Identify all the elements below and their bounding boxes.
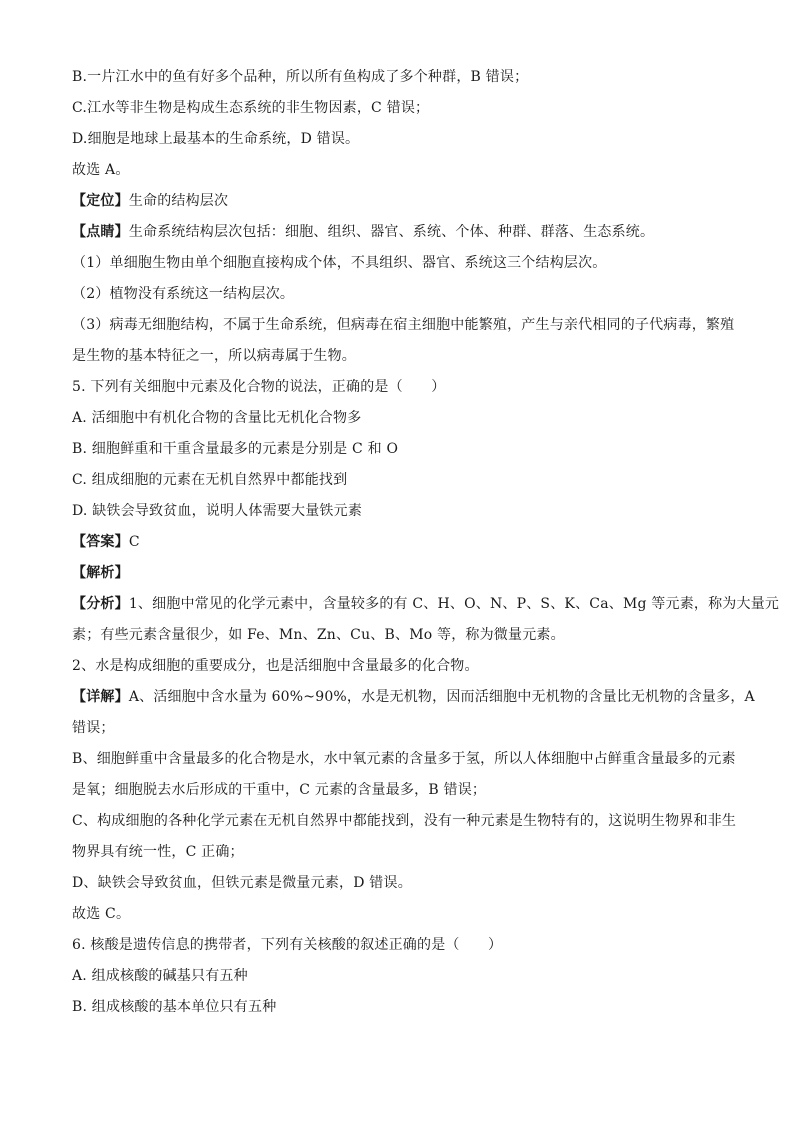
text-line: D.细胞是地球上最基本的生命系统，D 错误。	[72, 131, 360, 147]
question-6-option-b: B. 组成核酸的基本单位只有五种	[72, 999, 277, 1015]
text-line: 故选 C。	[72, 906, 131, 922]
detail-tag: 【详解】	[72, 689, 129, 705]
breakdown-tag: 【分析】	[72, 596, 129, 612]
analysis-tag: 【解析】	[72, 565, 129, 581]
analysis-line	[72, 558, 732, 589]
text-line: C.江水等非生物是构成生态系统的非生物因素，C 错误；	[72, 100, 430, 116]
text-line: 错误；	[72, 720, 115, 736]
question-5-option-b: B. 细胞鲜重和干重含量最多的元素是分别是 C 和 O	[72, 441, 399, 457]
document-page	[72, 62, 780, 1023]
key-point-line	[72, 217, 732, 248]
breakdown-line	[72, 589, 780, 620]
text-line: 素；有些元素含量很少，如 Fe、Mn、Zn、Cu、B、Mo 等，称为微量元素。	[72, 627, 565, 643]
answer-line	[72, 527, 732, 558]
text-line: 是生物的基本特征之一，所以病毒属于生物。	[72, 348, 356, 364]
text-line: （2）植物没有系统这一结构层次。	[72, 286, 295, 302]
question-5-option-c: C. 组成细胞的元素在无机自然界中都能找到	[72, 472, 348, 488]
question-5-stem: 5. 下列有关细胞中元素及化合物的说法，正确的是（ ）	[72, 379, 446, 395]
question-6-stem: 6. 核酸是遗传信息的携带者，下列有关核酸的叙述正确的是（ ）	[72, 937, 503, 953]
key-point-text: 生命系统结构层次包括：细胞、组织、器官、系统、个体、种群、群落、生态系统。	[128, 224, 655, 240]
text-line: 物界具有统一性，C 正确；	[72, 844, 244, 860]
answer-tag: 【答案】	[72, 534, 129, 550]
text-line: 是氧；细胞脱去水后形成的干重中，C 元素的含量最多，B 错误；	[72, 782, 487, 798]
text-line: C、构成细胞的各种化学元素在无机自然界中都能找到，没有一种元素是生物特有的，这说明生物界和非生	[72, 813, 737, 829]
key-point-tag: 【点睛】	[72, 224, 129, 240]
location-tag: 【定位】	[72, 193, 129, 209]
breakdown-text: 1、细胞中常见的化学元素中，含量较多的有 C、H、O、N、P、S、K、Ca、Mg 等元素，称为大量元	[128, 596, 780, 612]
text-line: 2、水是构成细胞的重要成分，也是活细胞中含量最多的化合物。	[72, 658, 479, 674]
text-line: （3）病毒无细胞结构，不属于生命系统，但病毒在宿主细胞中能繁殖，产生与亲代相同的子代病毒，繁殖	[72, 317, 735, 333]
text-line: （1）单细胞生物由单个细胞直接构成个体，不具组织、器官、系统这三个结构层次。	[72, 255, 607, 271]
detail-text: A、活细胞中含水量为 60%~90%，水是无机物，因而活细胞中无机物的含量比无机物的含量多，A	[128, 689, 755, 705]
text-line: D、缺铁会导致贫血，但铁元素是微量元素，D 错误。	[72, 875, 412, 891]
text-line: 故选 A。	[72, 162, 130, 178]
answer-text: C	[128, 534, 140, 550]
location-text: 生命的结构层次	[128, 193, 229, 209]
text-line: B、细胞鲜重中含量最多的化合物是水，水中氧元素的含量多于氢，所以人体细胞中占鲜重含量最多的元素	[72, 751, 736, 767]
question-5-option-d: D. 缺铁会导致贫血，说明人体需要大量铁元素	[72, 503, 363, 519]
text-line: B.一片江水中的鱼有好多个品种，所以所有鱼构成了多个种群，B 错误；	[72, 69, 529, 85]
question-5-option-a: A. 活细胞中有机化合物的含量比无机化合物多	[72, 410, 362, 426]
detail-line	[72, 682, 755, 713]
question-6-option-a: A. 组成核酸的碱基只有五种	[72, 968, 248, 984]
location-line	[72, 186, 732, 217]
